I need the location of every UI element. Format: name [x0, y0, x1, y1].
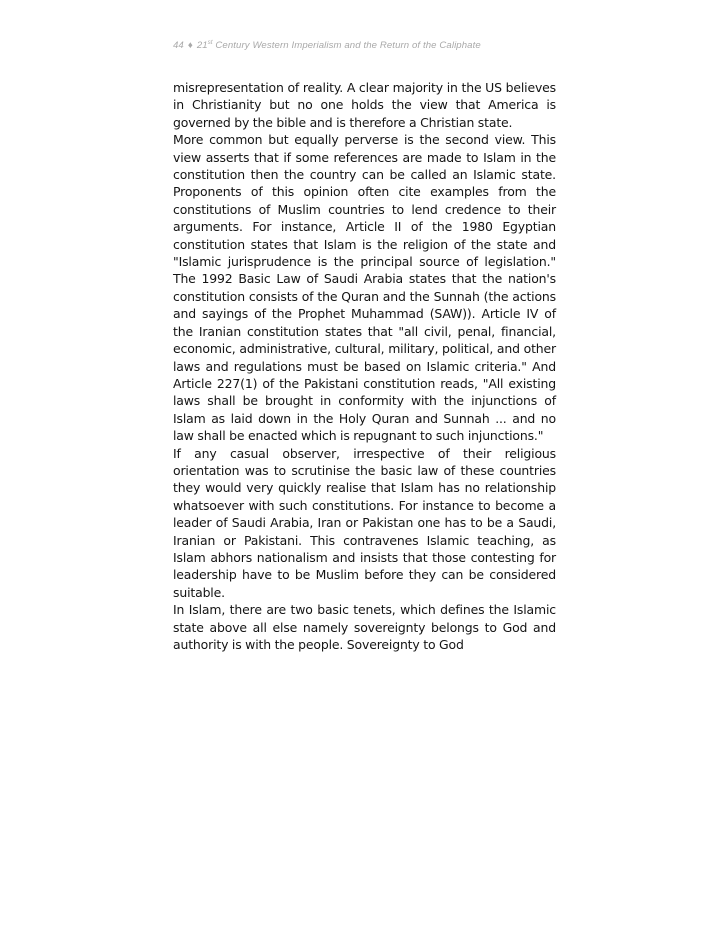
diamond-bullet-icon: ♦ [187, 40, 193, 51]
header-title-superscript: st [207, 40, 213, 46]
body-text [173, 79, 556, 653]
page-number: 44 [173, 40, 184, 51]
header-title-rest: Century Western Imperialism and the Return of the Caliphate [212, 40, 481, 51]
paragraph-1: misrepresentation of reality. A clear majority in the US believes in Christianity but no one holds the view that America is governed by the bible and is therefore a Christian state. [173, 80, 556, 130]
paragraph-3: If any casual observer, irrespective of their religious orientation was to scrutinise the basic law of these countries they would very quickly realise that Islam has no relationship whatsoever with such constitutions. For instance to become a leader of Saudi Arabia, Iran or Pakistan one has to be a Saudi, Iranian or Pakistani. This contravenes Islamic teaching, as Islam abhors nationalism and insists that those contesting for leadership have to be Muslim before they can be considered suitable. [173, 445, 556, 600]
paragraph-2: More common but equally perverse is the second view. This view asserts that if some references are made to Islam in the constitution then the country can be called an Islamic state. Proponents of this opinion often cite examples from the constitutions of Muslim countries to lend credence to their arguments. For instance, Article II of the 1980 Egyptian constitution states that Islam is the religion of the state and "Islamic jurisprudence is the principal source of legislation." The 1992 Basic Law of Saudi Arabia states that the nation's constitution consists of the Quran and the Sunnah (the actions and sayings of the Prophet Muhammad (SAW)). Article IV of the Iranian constitution states that "all civil, penal, financial, economic, administrative, cultural, military, political, and other laws and regulations must be based on Islamic criteria." And Article 227(1) of the Pakistani constitution reads, "All existing laws shall be brought in conformity with the injunctions of Islam as laid down in the Holy Quran and Sunnah ... and no law shall be enacted which is repugnant to such injunctions." [173, 132, 556, 444]
header-title-prefix: 21 [196, 40, 208, 51]
running-header [173, 40, 556, 51]
paragraph-4: In Islam, there are two basic tenets, which defines the Islamic state above all else namely sovereignty belongs to God and authority is with the people. Sovereignty to God [173, 602, 556, 652]
